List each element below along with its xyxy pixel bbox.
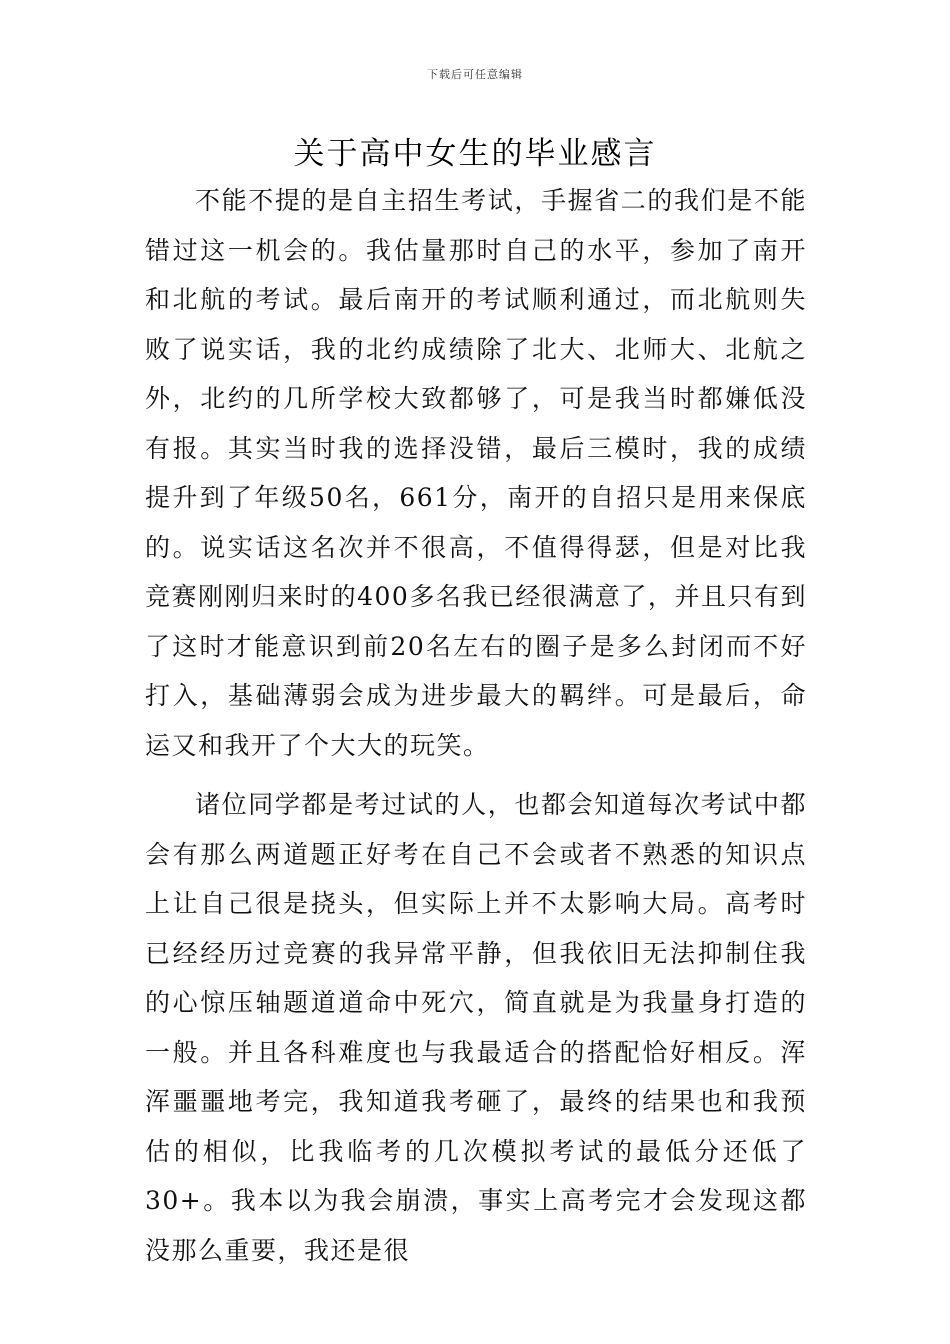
page-header-note: 下载后可任意编辑	[427, 68, 523, 81]
paragraph: 不能不提的是自主招生考试，手握省二的我们是不能错过这一机会的。我估量那时自己的水平，参加了南开和北航的考试。最后南开的考试顺利通过，而北航则失败了说实话，我的北约成绩除了北大、北师大、北航之外，北约的几所学校大致都够了，可是我当时都嫌低没有报。其实当时我的选择没错，最后三模时，我的成绩提升到了年级50名，661分，南开的自招只是用来保底的。说实话这名次并不很高，不值得得瑟，但是对比我竞赛刚刚归来时的400多名我已经很满意了，并且只有到了这时才能意识到前20名左右的圈子是多么封闭而不好打入，基础薄弱会成为进步最大的羁绊。可是最后，命运又和我开了个大大的玩笑。	[145, 186, 807, 760]
paragraph: 诸位同学都是考过试的人，也都会知道每次考试中都会有那么两道题正好考在自己不会或者不熟悉的知识点上让自己很是挠头，但实际上并不太影响大局。高考时已经经历过竞赛的我异常平静，但我依旧无法抑制住我的心惊压轴题道道命中死穴，简直就是为我量身打造的一般。并且各科难度也与我最适合的搭配恰好相反。浑浑噩噩地考完，我知道我考砸了，最终的结果也和我预估的相似，比我临考的几次模拟考试的最低分还低了30+。我本以为我会崩溃，事实上高考完才会发现这都没那么重要，我还是很	[145, 790, 807, 1265]
document-title: 关于高中女生的毕业感言	[293, 136, 657, 172]
document-body	[145, 176, 807, 1275]
